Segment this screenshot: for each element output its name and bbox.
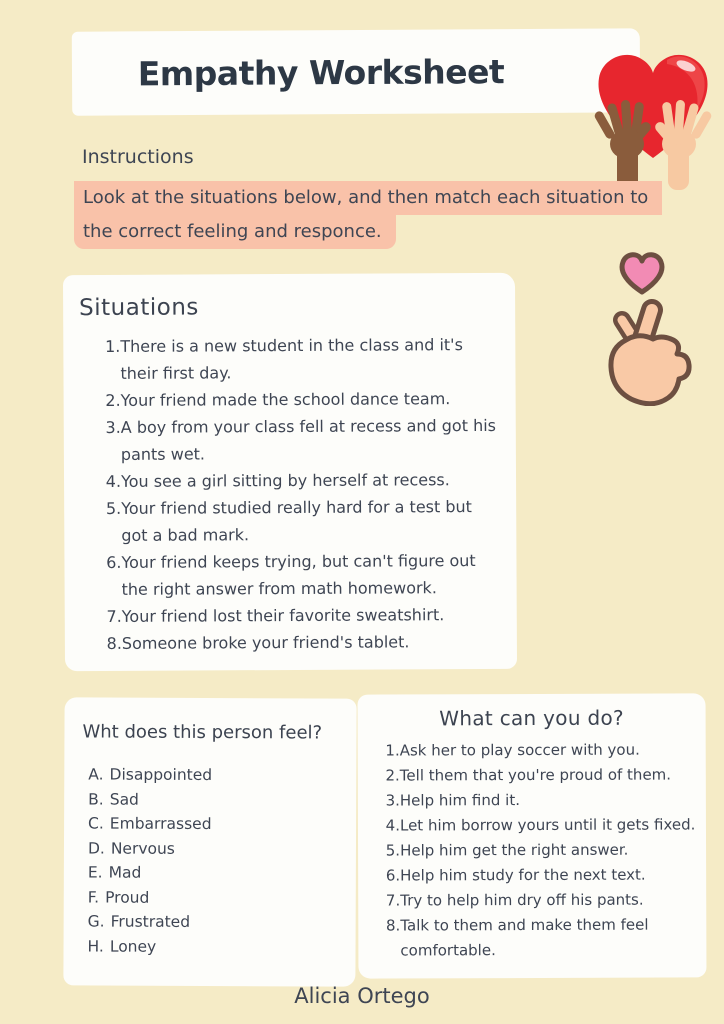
feeling-letter: B. bbox=[88, 789, 104, 809]
situation-number: 6. bbox=[106, 552, 122, 572]
instructions-label: Instructions bbox=[82, 146, 194, 168]
action-number: 2. bbox=[385, 766, 400, 785]
feeling-item bbox=[88, 762, 338, 788]
action-number: 7. bbox=[385, 891, 401, 910]
situation-text: There is a new student in the class and it's their first day. bbox=[120, 335, 463, 383]
situation-item bbox=[101, 601, 503, 630]
situation-text: Your friend studied really hard for a test but got a bad mark. bbox=[121, 497, 472, 545]
action-item bbox=[382, 762, 696, 788]
situation-item bbox=[101, 628, 503, 657]
heart-in-hands-icon bbox=[586, 40, 720, 190]
action-item bbox=[382, 837, 696, 863]
action-item bbox=[382, 862, 696, 888]
page-title: Empathy Worksheet bbox=[137, 51, 505, 93]
action-text: Help him study for the next text. bbox=[400, 865, 646, 885]
action-item bbox=[382, 812, 696, 838]
action-number: 5. bbox=[385, 841, 401, 860]
feeling-item bbox=[88, 885, 338, 911]
situations-list bbox=[99, 331, 503, 657]
action-text: Talk to them and make them feel comfortable. bbox=[400, 915, 649, 960]
action-text: Try to help him dry off his pants. bbox=[400, 890, 644, 910]
feelings-heading: Wht does this person feel? bbox=[82, 721, 323, 744]
action-number: 1. bbox=[385, 741, 400, 760]
situation-item bbox=[100, 493, 502, 549]
feeling-letter: A. bbox=[88, 765, 104, 784]
situation-item bbox=[100, 412, 502, 468]
situation-text: A boy from your class fell at recess and got his pants wet. bbox=[120, 415, 497, 464]
feeling-text: Frustrated bbox=[110, 912, 191, 931]
feeling-text: Loney bbox=[109, 937, 157, 956]
feeling-letter: F. bbox=[87, 887, 100, 907]
situation-number: 5. bbox=[105, 498, 122, 518]
feeling-item bbox=[88, 836, 338, 862]
feeling-item bbox=[88, 787, 338, 813]
feeling-letter: C. bbox=[88, 814, 104, 833]
situation-number: 8. bbox=[106, 633, 122, 653]
feeling-text: Disappointed bbox=[109, 765, 213, 785]
feeling-letter: G. bbox=[87, 912, 105, 931]
action-text: Let him borrow yours until it gets fixed. bbox=[399, 815, 696, 835]
action-text: Help him get the right answer. bbox=[400, 840, 629, 860]
feeling-item bbox=[87, 934, 337, 960]
feeling-text: Mad bbox=[108, 863, 142, 882]
situations-panel bbox=[63, 273, 517, 671]
finger-heart-hand bbox=[611, 310, 689, 404]
feeling-text: Proud bbox=[105, 888, 150, 907]
situation-text: You see a girl sitting by herself at recess. bbox=[120, 470, 450, 491]
action-item bbox=[382, 737, 696, 763]
situation-text: Your friend made the school dance team. bbox=[120, 389, 451, 410]
action-number: 3. bbox=[385, 791, 400, 810]
feeling-item bbox=[88, 909, 338, 935]
situation-item bbox=[100, 466, 502, 495]
action-number: 4. bbox=[385, 816, 400, 835]
feeling-item bbox=[88, 860, 338, 886]
footer-author: Alicia Ortego bbox=[294, 984, 430, 1008]
actions-heading: What can you do? bbox=[439, 705, 624, 731]
situation-number: 4. bbox=[105, 471, 122, 491]
situation-number: 1. bbox=[105, 336, 121, 356]
actions-list bbox=[382, 737, 697, 963]
action-item bbox=[382, 887, 696, 913]
feeling-item bbox=[88, 811, 338, 837]
situation-text: Someone broke your friend's tablet. bbox=[121, 632, 410, 653]
situation-item bbox=[99, 331, 501, 387]
instruction-highlight-line: Look at the situations below, and then match each situation to bbox=[74, 181, 662, 215]
action-number: 8. bbox=[385, 916, 401, 935]
situation-item bbox=[100, 385, 502, 414]
action-item bbox=[382, 912, 696, 963]
finger-heart-icon bbox=[590, 246, 696, 406]
feeling-text: Nervous bbox=[110, 839, 175, 858]
feeling-letter: D. bbox=[87, 838, 105, 858]
situation-number: 7. bbox=[106, 606, 122, 626]
feeling-text: Embarrassed bbox=[109, 814, 212, 834]
feeling-letter: H. bbox=[87, 936, 104, 956]
action-text: Ask her to play soccer with you. bbox=[399, 740, 640, 760]
situation-text: Your friend keeps trying, but can't figure out the right answer from math homework. bbox=[121, 551, 476, 599]
action-number: 6. bbox=[385, 866, 401, 885]
action-text: Tell them that you're proud of them. bbox=[399, 765, 672, 785]
situation-item bbox=[100, 547, 502, 603]
title-band bbox=[72, 28, 641, 115]
action-item bbox=[382, 787, 696, 813]
situation-text: Your friend lost their favorite sweatshirt. bbox=[121, 605, 445, 626]
feeling-letter: E. bbox=[87, 863, 103, 882]
feelings-panel bbox=[63, 697, 356, 986]
situation-number: 3. bbox=[105, 417, 121, 437]
action-text: Help him find it. bbox=[399, 791, 520, 810]
situations-heading: Situations bbox=[79, 294, 199, 322]
instruction-highlight-line: the correct feeling and responce. bbox=[74, 215, 396, 249]
actions-panel bbox=[358, 693, 707, 978]
feeling-text: Sad bbox=[109, 790, 139, 809]
feelings-list bbox=[87, 762, 338, 959]
instructions-text bbox=[74, 181, 662, 249]
situation-number: 2. bbox=[105, 390, 121, 410]
